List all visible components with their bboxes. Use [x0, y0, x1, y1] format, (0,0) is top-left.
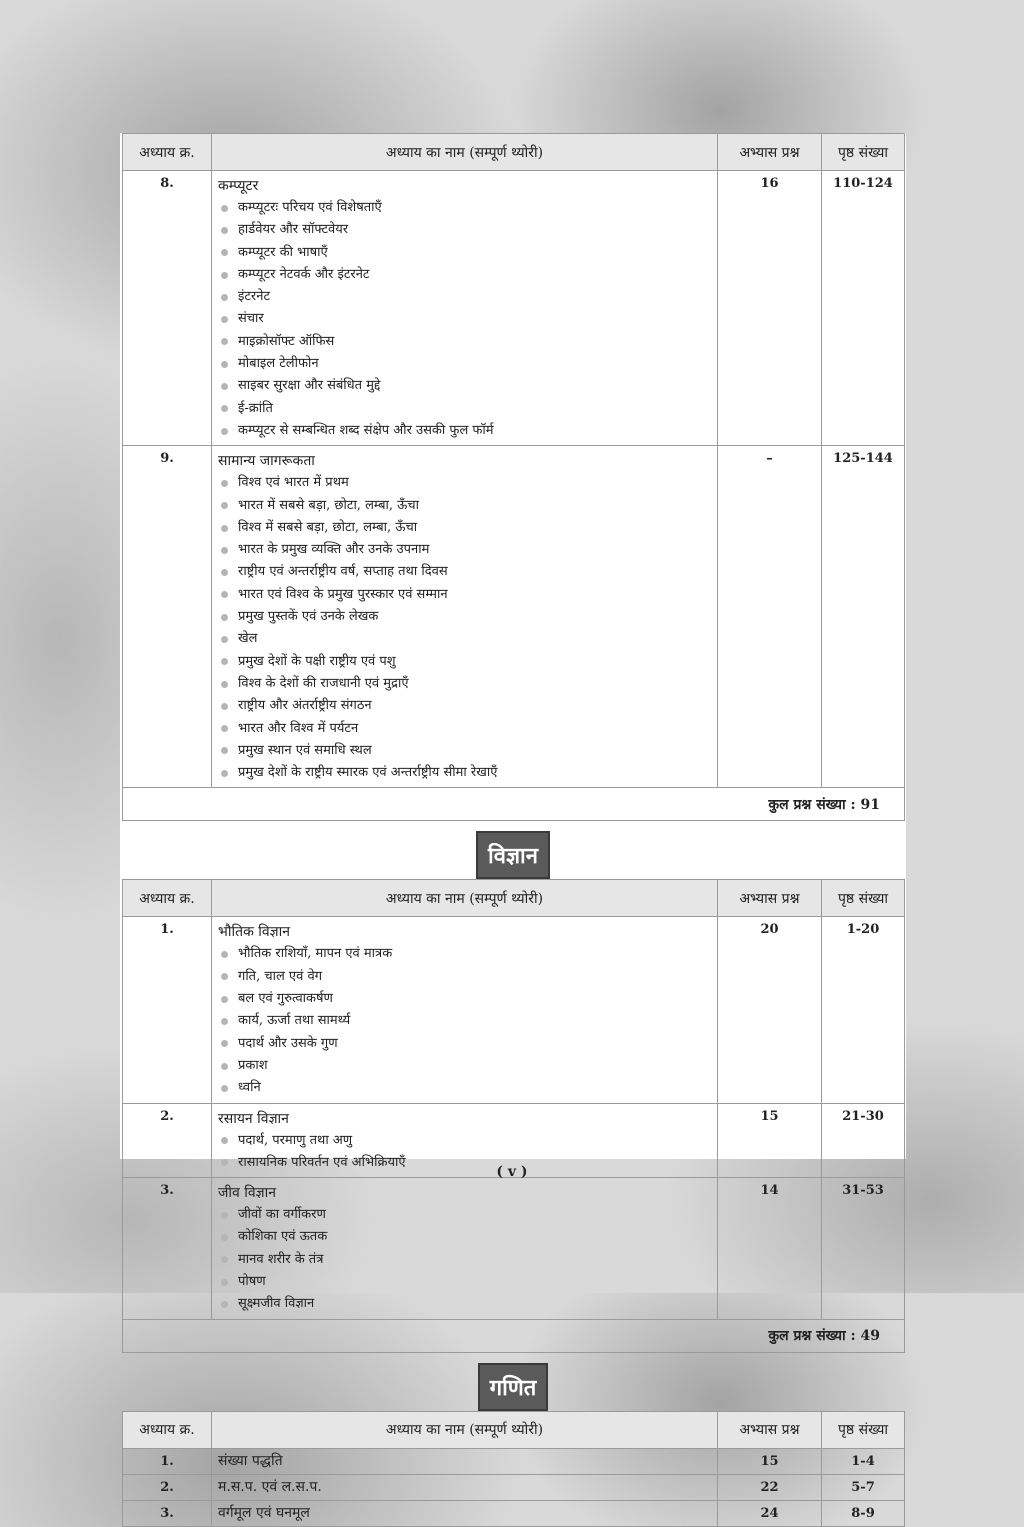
topic-text: रासायनिक परिवर्तन एवं अभिक्रियाएँ: [238, 1154, 406, 1170]
chapter-title: म.स.प. एवं ल.स.प.: [218, 1478, 322, 1495]
topic-item: [218, 517, 466, 539]
page-range: 110-124: [822, 171, 905, 446]
syllabus-table: [122, 133, 905, 821]
bullet-icon: [221, 725, 228, 732]
practice-questions: 15: [718, 1103, 822, 1178]
bullet-icon: [221, 249, 228, 256]
bullet-icon: [221, 316, 228, 323]
bullet-icon: [221, 502, 228, 509]
topic-text: राष्ट्रीय और अंतर्राष्ट्रीय संगठन: [238, 698, 372, 714]
topic-text: प्रमुख पुस्तकें एवं उनके लेखक: [238, 609, 379, 625]
bullet-icon: [221, 361, 228, 368]
chapter-title: कम्प्यूटर: [218, 178, 259, 194]
practice-questions: 22: [718, 1474, 822, 1500]
bullet-icon: [221, 1234, 228, 1241]
topic-text: विश्व के देशों की राजधानी एवं मुद्राएँ: [238, 675, 409, 691]
topic-item: [218, 740, 711, 762]
topic-text: जीवों का वर्गीकरण: [238, 1207, 326, 1223]
page-range: 1-20: [822, 917, 905, 1103]
bullet-icon: [221, 294, 228, 301]
header-row: [123, 134, 905, 171]
header-page-numbers: पृष्ठ संख्या: [822, 880, 905, 917]
topic-item: [218, 584, 711, 606]
topic-item: [218, 1204, 466, 1226]
topic-text: हार्डवेयर और सॉफ्टवेयर: [238, 222, 349, 238]
chapter-cell: [212, 1500, 718, 1526]
bullet-icon: [221, 525, 228, 532]
section-heading: [120, 1353, 906, 1411]
page-range: 1-4: [822, 1448, 905, 1474]
topic-item: [218, 762, 711, 784]
bullet-icon: [221, 1063, 228, 1070]
chapter-title: भौतिक विज्ञान: [218, 924, 291, 941]
chapter-number: 1.: [123, 917, 212, 1103]
topic-item: [218, 264, 466, 286]
header-row: [123, 1411, 905, 1448]
topic-text: कोशिका एवं ऊतक: [238, 1229, 328, 1245]
header-chapter-name: अध्याय का नाम (सम्पूर्ण थ्योरी): [212, 880, 718, 917]
topic-item: [218, 1226, 466, 1248]
practice-questions: 20: [718, 917, 822, 1103]
chapter-row: [123, 1178, 905, 1319]
topic-text: पोषण: [238, 1273, 266, 1289]
topic-item: [218, 375, 466, 397]
bullet-icon: [221, 681, 228, 688]
topic-item: [218, 219, 466, 241]
topic-text: प्रकाश: [238, 1057, 268, 1073]
topic-text: इंटरनेट: [238, 289, 271, 305]
topic-item: [218, 242, 466, 264]
topic-text: भारत के प्रमुख व्यक्ति और उनके उपनाम: [238, 542, 430, 558]
total-row: [123, 1319, 905, 1352]
topic-text: बल एवं गुरुत्वाकर्षण: [238, 991, 333, 1007]
bullet-icon: [221, 1018, 228, 1025]
chapter-title: जीव विज्ञान: [218, 1185, 277, 1202]
topic-text: कम्प्यूटर की भाषाएँ: [238, 244, 328, 260]
topic-item: [218, 495, 466, 517]
topic-text: कम्प्यूटर नेटवर्क और इंटरनेट: [238, 266, 370, 282]
section-heading: [120, 821, 906, 879]
page-range: 8-9: [822, 1500, 905, 1526]
total-questions: कुल प्रश्न संख्या : 49: [123, 1319, 905, 1352]
topic-text: प्रमुख स्थान एवं समाधि स्थल: [238, 742, 372, 758]
page-sheet: [120, 133, 906, 1521]
topic-text: भौतिक राशियाँ, मापन एवं मात्रक: [238, 946, 393, 962]
chapter-title: संख्या पद्धति: [218, 1452, 283, 1469]
header-page-numbers: पृष्ठ संख्या: [822, 134, 905, 171]
bullet-icon: [221, 480, 228, 487]
topic-item: [218, 197, 466, 219]
topic-item: [218, 331, 466, 353]
topic-item: [218, 695, 466, 717]
header-page-numbers: पृष्ठ संख्या: [822, 1411, 905, 1448]
bullet-icon: [221, 569, 228, 576]
chapter-row: [123, 1448, 905, 1474]
chapter-number: 3.: [123, 1178, 212, 1319]
topic-item: [218, 561, 711, 583]
practice-questions: 14: [718, 1178, 822, 1319]
bullet-icon: [221, 338, 228, 345]
topic-text: विश्व एवं भारत में प्रथम: [238, 475, 349, 491]
chapter-row: [123, 1500, 905, 1526]
topic-text: प्रमुख देशों के राष्ट्रीय स्मारक एवं अन्तर्राष्ट्रीय सीमा रेखाएँ: [238, 765, 498, 781]
topic-text: पदार्थ और उसके गुण: [238, 1035, 338, 1051]
chapter-number: 9.: [123, 446, 212, 788]
topic-item: [218, 1033, 466, 1055]
bullet-icon: [221, 547, 228, 554]
chapter-cell: [212, 1178, 718, 1319]
page-range: 21-30: [822, 1103, 905, 1178]
bullet-icon: [221, 1040, 228, 1047]
bullet-icon: [221, 703, 228, 710]
chapter-cell: [212, 917, 718, 1103]
topic-text: मानव शरीर के तंत्र: [238, 1251, 324, 1267]
chapter-title: रसायन विज्ञान: [218, 1110, 289, 1127]
topic-list: [218, 1204, 711, 1315]
topic-text: संचार: [238, 311, 264, 327]
topic-text: माइक्रोसॉफ्ट ऑफिस: [238, 333, 335, 349]
header-row: [123, 880, 905, 917]
topic-text: भारत में सबसे बड़ा, छोटा, लम्बा, ऊँचा: [238, 497, 419, 513]
topic-item: [218, 1055, 466, 1077]
topic-list: [218, 943, 711, 1099]
bullet-icon: [221, 205, 228, 212]
topic-item: [218, 353, 466, 375]
topic-item: [218, 398, 466, 420]
chapter-cell: [212, 446, 718, 788]
topic-list: [218, 472, 711, 784]
chapter-row: [123, 171, 905, 446]
header-chapter-name: अध्याय का नाम (सम्पूर्ण थ्योरी): [212, 1411, 718, 1448]
topic-text: साइबर सुरक्षा और संबंधित मुद्दे: [238, 378, 381, 394]
topic-item: [218, 1249, 466, 1271]
topic-item: [218, 651, 466, 673]
bullet-icon: [221, 1212, 228, 1219]
total-questions: कुल प्रश्न संख्या : 91: [123, 788, 905, 821]
bullet-icon: [221, 1279, 228, 1286]
topic-item: [218, 472, 466, 494]
chapter-row: [123, 917, 905, 1103]
bullet-icon: [221, 1085, 228, 1092]
bullet-icon: [221, 996, 228, 1003]
topic-text: खेल: [238, 631, 258, 647]
topic-text: ध्वनि: [238, 1080, 261, 1096]
topic-text: गति, चाल एवं वेग: [238, 968, 323, 984]
chapter-number: 2.: [123, 1103, 212, 1178]
topic-item: [218, 539, 466, 561]
topic-text: कार्य, ऊर्जा तथा सामर्थ्य: [238, 1013, 351, 1029]
bullet-icon: [221, 227, 228, 234]
topic-item: [218, 308, 466, 330]
topic-text: मोबाइल टेलीफोन: [238, 356, 319, 372]
page-range: 5-7: [822, 1474, 905, 1500]
bullet-icon: [221, 614, 228, 621]
topic-item: [218, 420, 711, 442]
practice-questions: 15: [718, 1448, 822, 1474]
bullet-icon: [221, 405, 228, 412]
topic-item: [218, 628, 466, 650]
chapter-number: 3.: [123, 1500, 212, 1526]
topic-item: [218, 1130, 466, 1152]
chapter-number: 2.: [123, 1474, 212, 1500]
topic-item: [218, 718, 466, 740]
topic-text: भारत और विश्व में पर्यटन: [238, 720, 359, 736]
topic-item: [218, 1010, 466, 1032]
total-row: [123, 788, 905, 821]
topic-item: [218, 1077, 711, 1099]
chapter-title: वर्गमूल एवं घनमूल: [218, 1504, 310, 1521]
chapter-title: सामान्य जागरूकता: [218, 453, 315, 470]
bullet-icon: [221, 951, 228, 958]
bullet-icon: [221, 591, 228, 598]
page-range: 125-144: [822, 446, 905, 788]
syllabus-table: [122, 879, 905, 1352]
page-number: ( v ): [496, 1164, 528, 1180]
header-practice-questions: अभ्यास प्रश्न: [718, 134, 822, 171]
bullet-icon: [221, 636, 228, 643]
practice-questions: –: [718, 446, 822, 788]
practice-questions: 16: [718, 171, 822, 446]
page-range: 31-53: [822, 1178, 905, 1319]
topic-item: [218, 286, 466, 308]
topic-item: [218, 606, 466, 628]
bullet-icon: [221, 1301, 228, 1308]
bullet-icon: [221, 1137, 228, 1144]
bullet-icon: [221, 1256, 228, 1263]
bullet-icon: [221, 770, 228, 777]
chapter-cell: [212, 171, 718, 446]
header-chapter-no: अध्याय क्र.: [123, 134, 212, 171]
bullet-icon: [221, 973, 228, 980]
bullet-icon: [221, 428, 228, 435]
topic-item: [218, 1293, 711, 1315]
topic-item: [218, 943, 466, 965]
topic-text: कम्प्यूटरः परिचय एवं विशेषताएँ: [238, 200, 382, 215]
section-title: विज्ञान: [476, 831, 550, 879]
topic-text: प्रमुख देशों के पक्षी राष्ट्रीय एवं पशु: [238, 653, 396, 669]
chapter-row: [123, 1474, 905, 1500]
topic-item: [218, 966, 466, 988]
topic-text: ई-क्रांति: [238, 400, 273, 416]
chapter-cell: [212, 1474, 718, 1500]
topic-text: सूक्ष्मजीव विज्ञान: [238, 1296, 315, 1312]
header-chapter-name: अध्याय का नाम (सम्पूर्ण थ्योरी): [212, 134, 718, 171]
topic-item: [218, 1271, 466, 1293]
chapter-number: 1.: [123, 1448, 212, 1474]
practice-questions: 24: [718, 1500, 822, 1526]
topic-text: कम्प्यूटर से सम्बन्धित शब्द संक्षेप और उसकी फुल फॉर्म: [238, 422, 494, 438]
header-chapter-no: अध्याय क्र.: [123, 880, 212, 917]
chapter-cell: [212, 1448, 718, 1474]
chapter-number: 8.: [123, 171, 212, 446]
topic-item: [218, 988, 466, 1010]
topic-item: [218, 673, 466, 695]
bullet-icon: [221, 272, 228, 279]
topic-text: विश्व में सबसे बड़ा, छोटा, लम्बा, ऊँचा: [238, 519, 418, 535]
bullet-icon: [221, 383, 228, 390]
topic-list: [218, 197, 711, 442]
section-title: गणित: [478, 1363, 549, 1411]
syllabus-table: [122, 1411, 905, 1527]
header-practice-questions: अभ्यास प्रश्न: [718, 880, 822, 917]
header-chapter-no: अध्याय क्र.: [123, 1411, 212, 1448]
bullet-icon: [221, 747, 228, 754]
topic-text: भारत एवं विश्व के प्रमुख पुरस्कार एवं सम्मान: [238, 586, 448, 602]
topic-text: पदार्थ, परमाणु तथा अणु: [238, 1132, 353, 1148]
bullet-icon: [221, 658, 228, 665]
header-practice-questions: अभ्यास प्रश्न: [718, 1411, 822, 1448]
topic-text: राष्ट्रीय एवं अन्तर्राष्ट्रीय वर्ष, सप्ताह तथा दिवस: [238, 564, 448, 580]
chapter-row: [123, 446, 905, 788]
